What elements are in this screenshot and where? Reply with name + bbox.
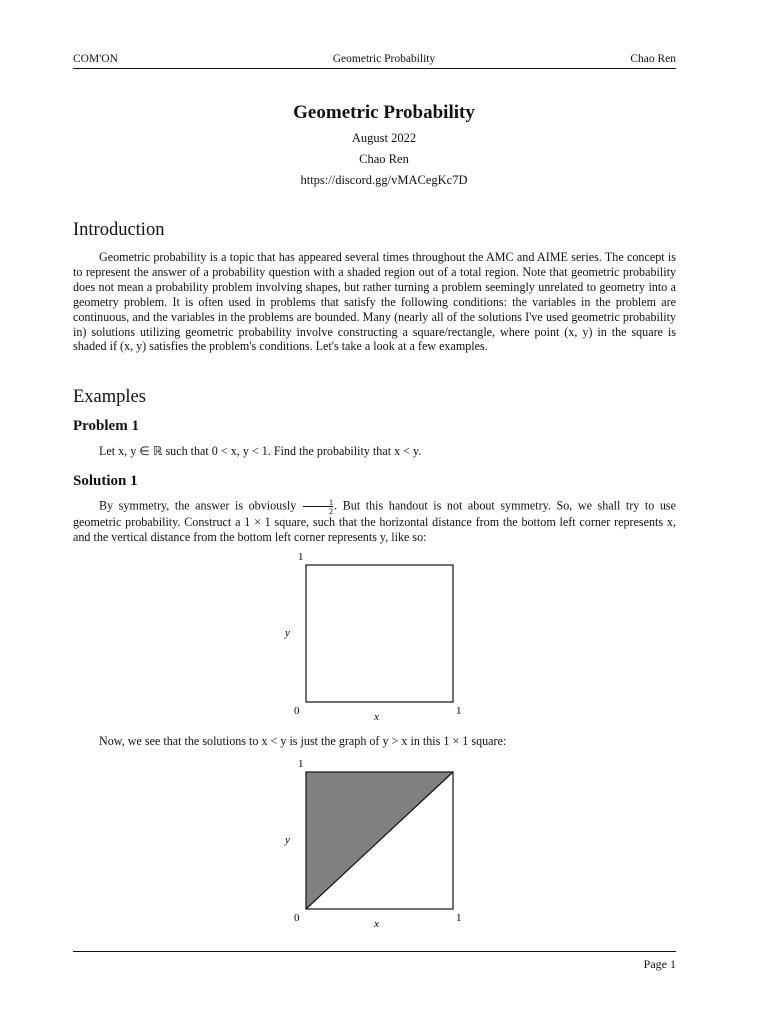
problem-1-text: Let x, y ∈ ℝ such that 0 < x, y < 1. Find the probability that x < y. <box>99 444 422 458</box>
fig1-label-origin: 0 <box>294 705 300 717</box>
one-half-fraction <box>303 498 333 515</box>
subheading-problem-1: Problem 1 <box>73 418 139 434</box>
fraction-numerator: 1 <box>303 498 333 507</box>
author: Chao Ren <box>359 152 409 166</box>
page-title: Geometric Probability <box>293 102 475 123</box>
fig2-label-right: 1 <box>456 912 462 924</box>
section-heading-introduction: Introduction <box>73 220 165 240</box>
fig1-label-x: x <box>374 711 379 723</box>
unit-square-outline <box>306 565 453 702</box>
fig2-label-origin: 0 <box>294 912 300 924</box>
date: August 2022 <box>351 131 417 145</box>
fig1-label-right: 1 <box>456 705 462 717</box>
discord-link[interactable]: https://discord.gg/vMACegKc7D <box>300 173 468 187</box>
fig2-label-top: 1 <box>298 758 304 770</box>
fig1-label-y: y <box>285 627 290 639</box>
now-text: Now, we see that the solutions to x < y is just the graph of y > x in this 1 × 1 square: <box>99 734 507 748</box>
fig2-label-y: y <box>285 834 290 846</box>
solution-1-text-post: . But this handout is not about symmetry. So, we shall try to use geometric probability. Construct a 1 × 1 square, such that the horizontal distance from the bottom left corner represents x, and the vertical distance from the bottom left corner represents y, like so: <box>73 498 676 544</box>
page-number: Page 1 <box>643 957 676 971</box>
header-rule <box>73 68 676 69</box>
subheading-solution-1: Solution 1 <box>73 473 138 489</box>
section-heading-examples: Examples <box>73 387 146 407</box>
figure-unit-square <box>280 548 480 728</box>
fig1-label-top: 1 <box>298 551 304 563</box>
solution-1-paragraph <box>73 498 676 545</box>
fig2-label-x: x <box>374 918 379 930</box>
header-right: Chao Ren <box>630 53 676 65</box>
header-center: Geometric Probability <box>332 53 436 65</box>
figure-shaded-region <box>280 755 480 935</box>
footer-rule <box>73 951 676 952</box>
fraction-denominator: 2 <box>328 506 334 516</box>
intro-paragraph: Geometric probability is a topic that has appeared several times throughout the AMC and AIME series. The concept is to represent the answer of a probability question with a shaded region out of a total region. Note that geometric probability does not mean a probability problem involving shapes, but rather turning a problem seemingly unrelated to geometry into a geometry problem. It is often used in problems that satisfy the following conditions: the variables in the problem are continuous, and the variables in the problems are bounded. Many (nearly all of the solutions I've used geometric probability in) solutions utilizing geometric probability involve constructing a square/rectangle, where point (x, y) in the square is shaded if (x, y) satisfies the problem's conditions. Let's take a look at a few examples. <box>73 250 676 354</box>
solution-1-text-pre: By symmetry, the answer is obviously <box>99 498 297 513</box>
header-left: COM'ON <box>73 53 118 65</box>
